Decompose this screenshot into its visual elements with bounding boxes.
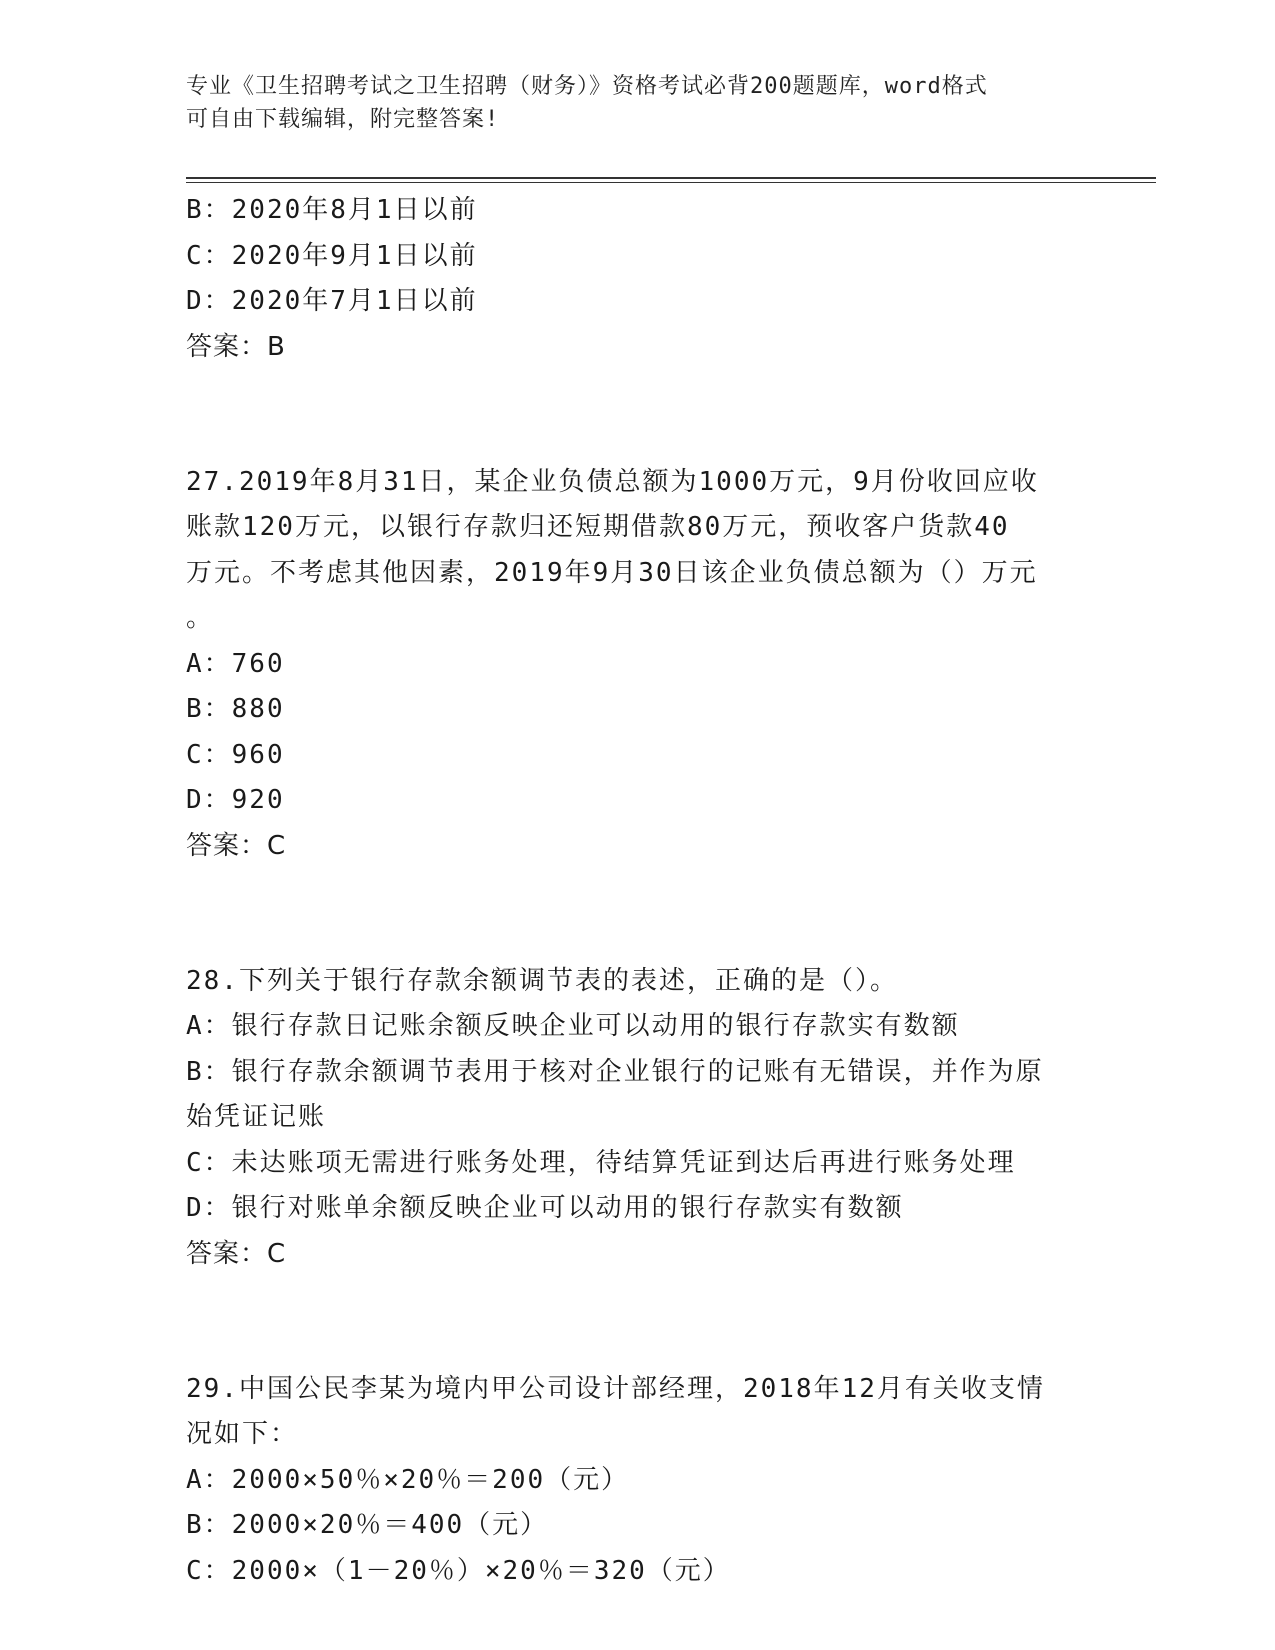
question-content: [186, 188, 1086, 1594]
question-text: 28.下列关于银行存款余额调节表的表述，正确的是（）。: [186, 965, 898, 996]
header-divider-thin: [186, 182, 1156, 183]
option-b: B：2020年8月1日以前: [186, 195, 478, 225]
option-a: A：2000×50％×20％＝200（元）: [186, 1464, 630, 1495]
question-text: 29.中国公民李某为境内甲公司设计部经理，2018年12月有关收支情: [186, 1373, 1045, 1404]
option-c: C：960: [186, 739, 285, 770]
page-header: [186, 70, 1066, 136]
question-text: 27.2019年8月31日，某企业负债总额为1000万元，9月份收回应收: [186, 466, 1039, 497]
answer: 答案：C: [186, 1238, 287, 1269]
question-text: 况如下：: [186, 1419, 299, 1449]
option-b-continued: 始凭证记账: [186, 1102, 327, 1132]
question-26: [186, 188, 1086, 370]
question-28: [186, 959, 1086, 1278]
option-d: D：920: [186, 785, 285, 815]
spacer: [186, 416, 1086, 460]
option-d: D：2020年7月1日以前: [186, 286, 478, 316]
spacer: [186, 370, 1086, 416]
option-b: B：2000×20％＝400（元）: [186, 1510, 549, 1540]
question-29: [186, 1367, 1086, 1595]
spacer: [186, 1323, 1086, 1367]
option-c: C：2000×（1－20％）×20％＝320（元）: [186, 1555, 731, 1586]
header-line-2: 可自由下载编辑，附完整答案!: [186, 107, 500, 132]
question-text: 万元。不考虑其他因素，2019年9月30日该企业负债总额为（）万元: [186, 557, 1038, 588]
answer: 答案：B: [186, 331, 286, 362]
spacer: [186, 915, 1086, 959]
spacer: [186, 869, 1086, 915]
answer: 答案：C: [186, 830, 287, 861]
option-b: B：银行存款余额调节表用于核对企业银行的记账有无错误，并作为原: [186, 1056, 1044, 1087]
question-text: 。: [186, 603, 215, 633]
question-27: [186, 460, 1086, 870]
option-b: B：880: [186, 694, 285, 724]
option-a: A：银行存款日记账余额反映企业可以动用的银行存款实有数额: [186, 1011, 960, 1041]
option-c: C：未达账项无需进行账务处理，待结算凭证到达后再进行账务处理: [186, 1147, 1016, 1178]
question-text: 账款120万元，以银行存款归还短期借款80万元，预收客户货款40: [186, 512, 1010, 542]
header-line-1: 专业《卫生招聘考试之卫生招聘（财务）》资格考试必背200题题库，word格式: [186, 74, 988, 99]
option-c: C：2020年9月1日以前: [186, 240, 478, 271]
option-d: D：银行对账单余额反映企业可以动用的银行存款实有数额: [186, 1193, 904, 1223]
spacer: [186, 1277, 1086, 1323]
header-divider-thick: [186, 177, 1156, 179]
option-a: A：760: [186, 648, 285, 679]
